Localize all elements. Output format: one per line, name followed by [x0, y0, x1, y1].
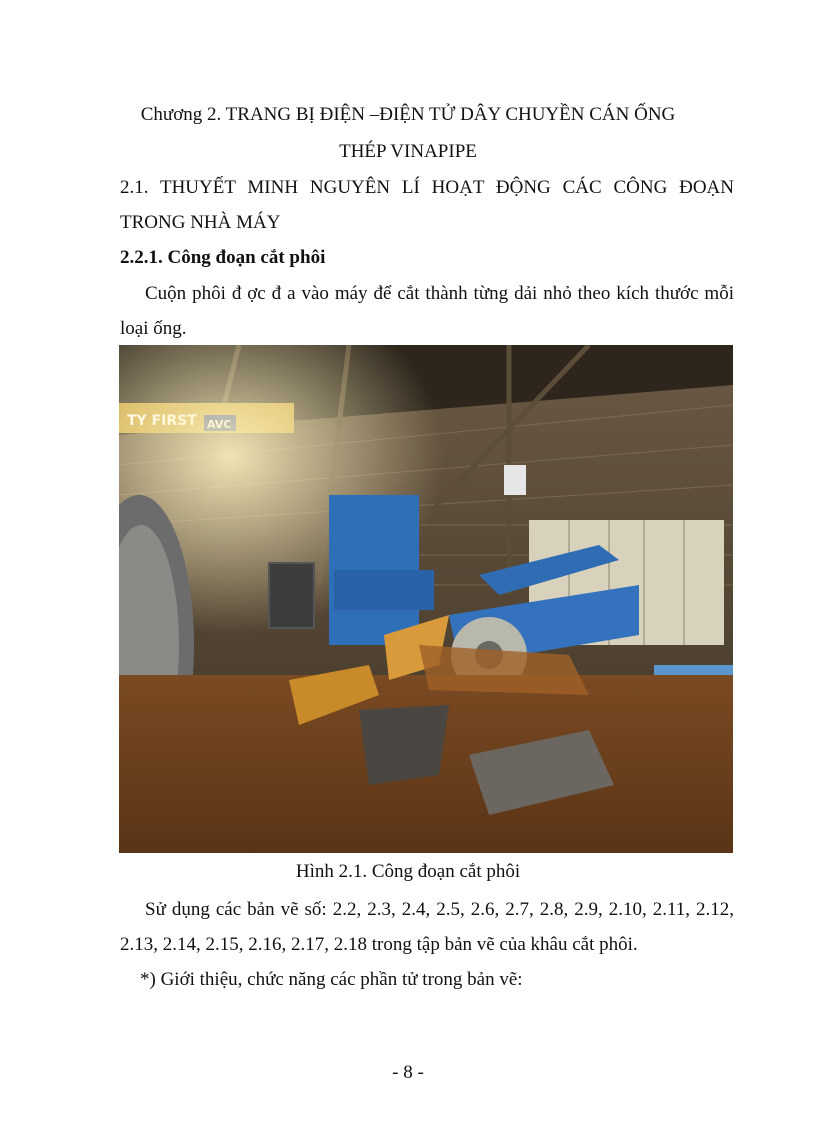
paragraph-2-line-1: Sử dụng các bản vẽ số: 2.2, 2.3, 2.4, 2.5, 2.6, 2.7, 2.8, 2.9, 2.10, 2.11, 2.12,	[145, 899, 734, 920]
paragraph-1-line-1: Cuộn phôi đ ợc đ a vào máy để cắt thành từng dải nhỏ theo kích thước mỗi	[145, 283, 734, 304]
figure-photo	[119, 345, 733, 853]
chapter-title-line-2: THÉP VINAPIPE	[339, 141, 477, 162]
paragraph-2-line-2: 2.13, 2.14, 2.15, 2.16, 2.17, 2.18 trong tập bản vẽ của khâu cắt phôi.	[120, 934, 638, 955]
section-heading-line-1: 2.1. THUYẾT MINH NGUYÊN LÍ HOẠT ĐỘNG CÁC CÔNG ĐOẠN	[120, 177, 734, 198]
subsection-heading: 2.2.1. Công đoạn cắt phôi	[120, 247, 326, 268]
page-number: - 8 -	[392, 1062, 424, 1083]
chapter-title-line-1: Chương 2. TRANG BỊ ĐIỆN –ĐIỆN TỬ DÂY CHUYỀN CÁN ỐNG	[140, 104, 676, 125]
figure-caption: Hình 2.1. Công đoạn cắt phôi	[295, 861, 521, 882]
paragraph-3-line-1: *) Giới thiệu, chức năng các phần tử trong bản vẽ:	[140, 969, 523, 990]
section-heading-line-2: TRONG NHÀ MÁY	[120, 212, 281, 233]
paragraph-1-line-2: loại ống.	[120, 318, 187, 339]
